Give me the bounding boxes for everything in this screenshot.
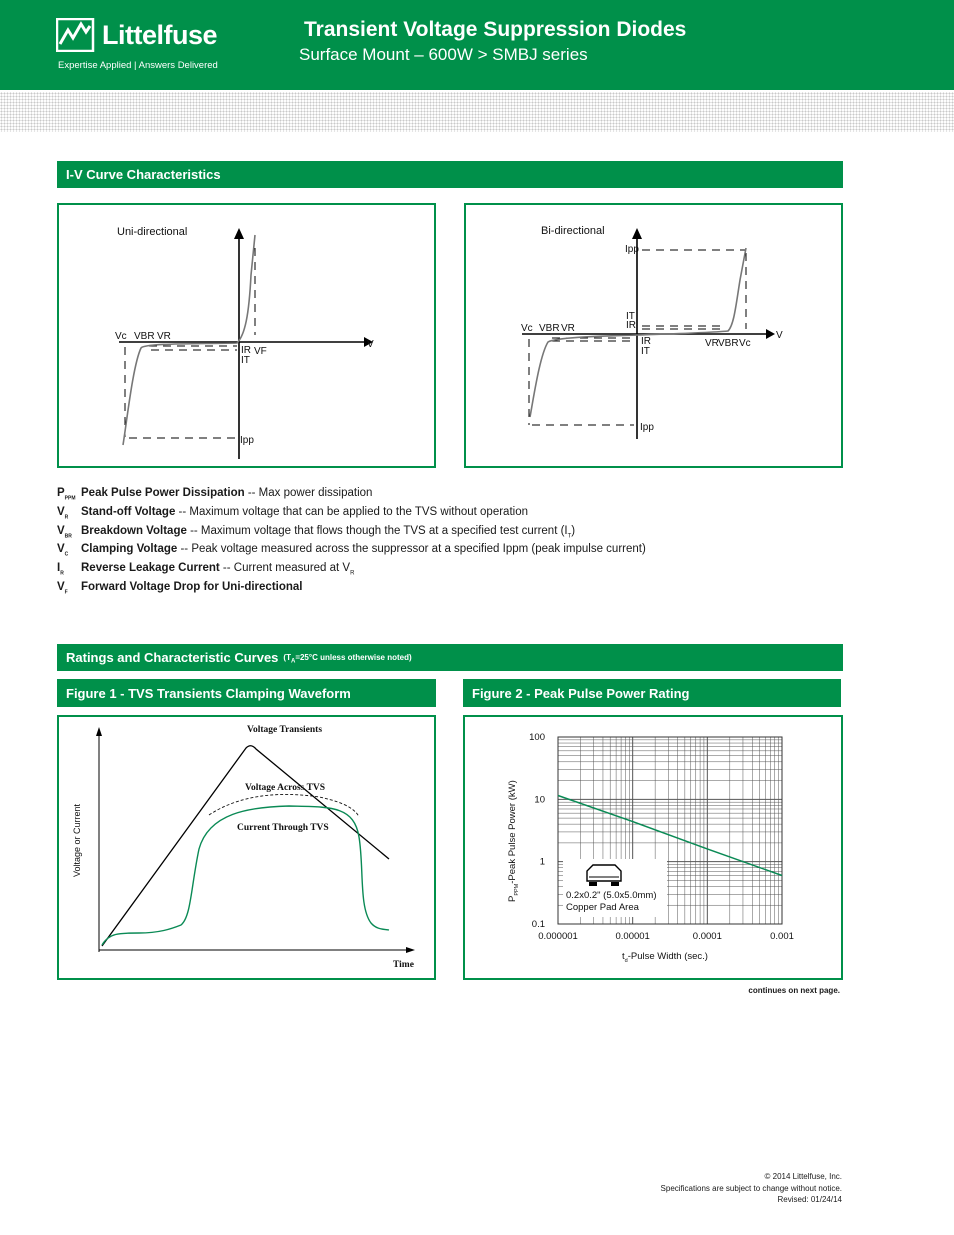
bi-vc-label: Vc [521,323,533,334]
figure2-title: Figure 2 - Peak Pulse Power Rating [472,685,690,701]
x-tick-label: 0.0001 [692,931,722,942]
voltage-across-tvs-label: Voltage Across TVS [245,783,326,793]
brand-name: Littelfuse [102,20,218,50]
figure1-y-axis-label: Voltage or Current [72,803,82,877]
figure2-title-bar [463,679,841,707]
y-tick-label: 1 [539,856,545,868]
voltage-transients-label: Voltage Transients [247,725,323,735]
definition-term: Clamping Voltage [81,543,178,556]
page-footer [661,1171,842,1206]
definition-desc: -- Maximum voltage that flows though the TVS at a specified test current (I [186,524,568,537]
uni-title: Uni-directional [117,226,188,238]
definition-symbol: $I_R$ [57,562,64,577]
uni-it-label: IT [241,355,250,366]
bi-vr-label: VR [561,323,575,334]
bi-vbr-right-label: VBR [718,338,739,349]
definition-term: Reverse Leakage Current [81,562,220,575]
uni-vr-label: VR [157,331,171,342]
x-tick-label: 0.000001 [538,931,578,942]
uni-ipp-label: Ipp [240,435,254,446]
peak-pulse-power-chart [465,717,841,978]
definition-term: Peak Pulse Power Dissipation [81,487,245,499]
uni-vc-label: Vc [115,331,127,342]
ratings-section-note: ($T_A=25^\circ C$ unless otherwise noted) [283,652,412,665]
definition-row [57,581,646,600]
definition-symbol: $V_F$ [57,580,68,596]
x-tick-label: 0.001 [770,931,794,942]
definition-symbol: $V_R$ [57,505,69,521]
uni-vf-label: VF [254,346,267,357]
definition-row [57,543,646,562]
figure1-title-bar [57,679,436,707]
revision-date: Revised: 01/24/14 [777,1195,842,1204]
definition-term: Forward Voltage Drop for Uni-directional [81,580,303,593]
bi-it-top-label: IT [626,311,635,322]
figure2-panel [463,715,843,980]
bi-ipp-top-label: Ipp [625,244,639,255]
pad-area-line2: Copper Pad Area [566,902,639,913]
bi-title: Bi-directional [541,225,605,237]
definition-term: Breakdown Voltage [81,524,187,537]
figure2-y-axis-label: $P_{PPM}$-Peak Pulse Power (kW) [507,780,520,902]
brand-tagline: Expertise Applied | Answers Delivered [58,60,218,71]
littelfuse-logo-icon [56,18,96,52]
ratings-section-title: Ratings and Characteristic Curves [66,650,279,665]
bi-iv-curve [466,205,841,466]
current-through-tvs-label: Current Through TVS [237,823,329,833]
uni-ir-label: IR [241,345,251,356]
brand-logo [56,18,218,71]
bi-ipp-bottom-label: Ipp [640,422,654,433]
copyright: © 2014 Littelfuse, Inc. [764,1172,842,1181]
continues-note: continues on next page. [748,986,840,995]
y-tick-label: 0.1 [531,919,545,930]
uni-vbr-label: VBR [134,331,155,342]
uni-iv-curve [59,205,434,466]
definition-symbol: $V_{BR}$ [57,524,72,539]
uni-v-axis-label: V [367,339,374,350]
definition-desc-sub: R [350,570,355,577]
definition-desc: -- Max power dissipation [244,487,373,499]
definition-symbol: $P_{PPM}$ [57,487,76,502]
time-axis-label: Time [393,960,414,970]
parameter-definitions [57,487,646,600]
uni-directional-panel [57,203,436,468]
definition-row [57,506,646,525]
definition-row [57,487,646,506]
definition-row [57,525,646,544]
spec-notice: Specifications are subject to change without notice. [660,1183,842,1193]
definition-desc-sub: T [567,532,572,539]
bi-ir-bottom-label: IR [641,336,651,347]
y-tick-label: 100 [529,732,545,743]
definition-symbol: $V_C$ [57,543,69,558]
iv-section-bar [57,161,843,188]
bi-it-bottom-label: IT [641,346,650,357]
iv-section-title: I-V Curve Characteristics [66,167,221,182]
dot-pattern-band [0,92,954,132]
definition-term: Stand-off Voltage [81,505,176,518]
bi-vc-right-label: Vc [739,338,751,349]
page-title: Transient Voltage Suppression Diodes [304,18,687,41]
page-header [0,0,954,90]
ratings-section-bar [57,644,843,671]
figure1-title: Figure 1 - TVS Transients Clamping Waveform [66,685,351,701]
clamping-waveform-diagram [59,717,434,978]
figure2-x-axis-label: $t_d$-Pulse Width (sec.) [622,951,708,964]
definition-desc: -- Peak voltage measured across the suppressor at a specified Ippm (peak impulse current) [177,543,646,556]
definition-desc: -- Current measured at V [219,562,351,575]
bi-vr-right-label: VR [705,338,719,349]
definition-desc: -- Maximum voltage that can be applied to the TVS without operation [175,505,528,518]
definition-row [57,562,646,581]
page-subtitle: Surface Mount – 600W > SMBJ series [299,45,588,64]
bi-v-axis-label: V [776,330,783,341]
bi-directional-panel [464,203,843,468]
figure1-panel [57,715,436,980]
bi-vbr-label: VBR [539,323,560,334]
pad-area-line1: 0.2x0.2" (5.0x5.0mm) [566,890,657,901]
bi-ir-top-label: IR [626,320,636,331]
x-tick-label: 0.00001 [615,931,650,942]
y-tick-label: 10 [534,794,545,806]
definition-desc-end: ) [571,524,576,537]
